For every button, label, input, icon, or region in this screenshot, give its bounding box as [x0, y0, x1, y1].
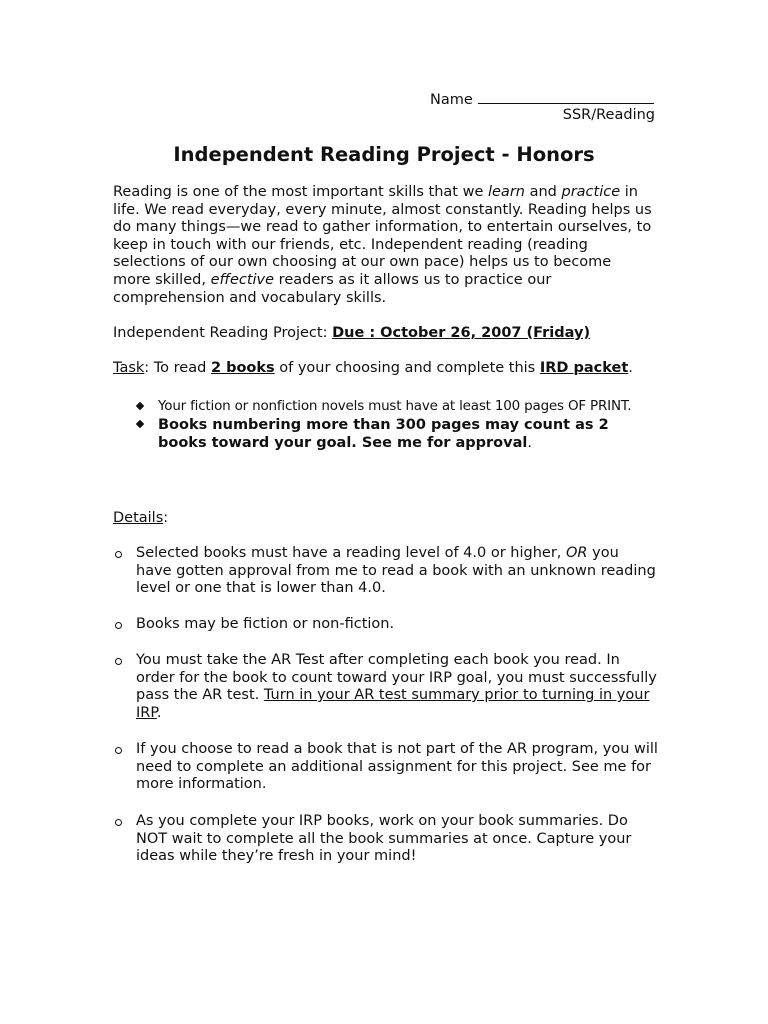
course-label: SSR/Reading — [562, 107, 655, 123]
detail-text: You must take the AR Test after completing each book you read. In order for the book to count toward your IRP goal, you must successfully pass the AR test. — [136, 652, 657, 704]
detail-text: . — [156, 704, 162, 721]
due-date: Due : October 26, 2007 (Friday) — [332, 325, 591, 341]
circle-bullet-icon — [115, 658, 122, 665]
list-item — [113, 813, 658, 866]
bullet-text: Your fiction or nonfiction novels must have at least 100 pages OF PRINT. — [158, 398, 632, 414]
details-colon: : — [163, 510, 169, 526]
task-text-3: . — [628, 360, 633, 376]
task-label: Task — [113, 360, 145, 376]
diamond-bullet-icon — [136, 402, 144, 410]
task-text-2: of your choosing and complete this — [274, 360, 540, 376]
intro-paragraph — [113, 184, 653, 307]
diamond-bullet-icon — [136, 420, 144, 428]
due-label: Independent Reading Project: — [113, 325, 333, 341]
list-item — [137, 417, 657, 452]
circle-bullet-icon — [115, 747, 122, 754]
document-title: Independent Reading Project - Honors — [173, 143, 595, 166]
intro-text-1: Reading is one of the most important skills that we — [113, 184, 488, 200]
intro-text-4: readers as it allows us to practice our comprehension and vocabulary skills. — [113, 271, 552, 306]
task-packet: IRD packet — [539, 360, 629, 376]
intro-practice: practice — [561, 184, 621, 200]
bullet-end: . — [527, 434, 532, 451]
circle-bullet-icon — [115, 622, 122, 629]
intro-text-3: in life. We read everyday, every minute, almost constantly. Reading helps us do many things—we read to gather information, to entertain ourselves, to keep in touch with our friends, etc. Independent reading (reading selections of our own choosing at our own pace) helps us to become more skilled, — [113, 184, 652, 288]
detail-or: OR — [566, 545, 588, 561]
details-label: Details — [113, 510, 164, 526]
bullet-text: Books numbering more than 300 pages may count as 2 books toward your goal. See me for approval — [158, 417, 609, 451]
name-label: Name — [430, 92, 473, 108]
detail-underlined: Turn in your AR test summary prior to turning in your IRP — [136, 687, 650, 721]
list-item — [113, 545, 658, 598]
task-books: 2 books — [210, 360, 275, 376]
detail-text: Books may be fiction or non-fiction. — [136, 616, 395, 632]
list-item — [113, 616, 658, 634]
task-line — [113, 360, 653, 378]
due-line — [113, 325, 653, 343]
intro-text-2: and — [524, 184, 562, 200]
intro-effective: effective — [210, 271, 275, 288]
detail-text: you have gotten approval from me to read a book with an unknown reading level or one that is lower than 4.0. — [136, 545, 656, 597]
requirement-bullets — [137, 396, 657, 452]
list-item — [137, 396, 657, 416]
name-blank-line — [478, 90, 654, 104]
circle-bullet-icon — [115, 819, 122, 826]
task-text-1: : To read — [144, 360, 211, 376]
list-item — [113, 741, 658, 794]
circle-bullet-icon — [115, 551, 122, 558]
detail-text: Selected books must have a reading level of 4.0 or higher, — [136, 545, 567, 561]
intro-learn: learn — [487, 184, 525, 200]
detail-text: As you complete your IRP books, work on your book summaries. Do NOT wait to complete all the book summaries at once. Capture your ideas while they’re fresh in your mind! — [136, 813, 632, 865]
details-heading — [113, 510, 653, 528]
detail-text: If you choose to read a book that is not part of the AR program, you will need to complete an additional assignment for this project. See me for more information. — [136, 741, 658, 793]
list-item — [113, 652, 658, 722]
